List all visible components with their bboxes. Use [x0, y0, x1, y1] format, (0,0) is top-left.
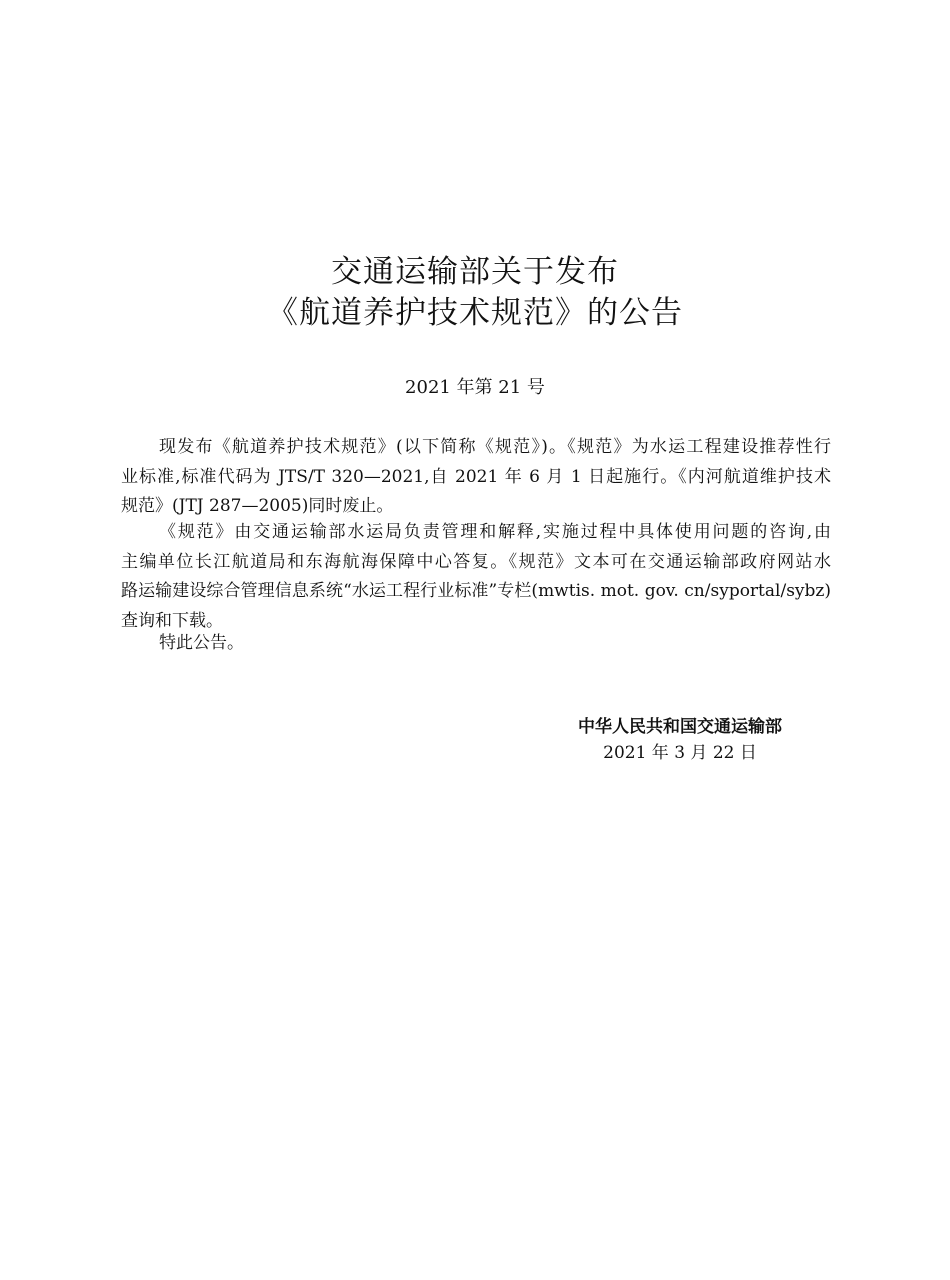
document-title-line-1: 交通运输部关于发布: [331, 254, 619, 290]
paragraph-2-line-4: 查询和下载。: [121, 610, 223, 631]
paragraph-2-line-1: 《规范》由交通运输部水运局负责管理和解释,实施过程中具体使用问题的咨询,由: [159, 522, 831, 542]
document-title-line-2: 《航道养护技术规范》的公告: [267, 295, 683, 331]
document-number: 2021 年第 21 号: [405, 377, 545, 398]
closing-statement: 特此公告。: [159, 633, 244, 653]
issue-date: 2021 年 3 月 22 日: [603, 743, 757, 763]
paragraph-1-line-2: 业标准,标准代码为 JTS/T 320—2021,自 2021 年 6 月 1 日起施行。《内河航道维护技术: [121, 466, 831, 487]
paragraph-3: [121, 629, 831, 659]
paragraph-2-line-3: 路运输建设综合管理信息系统“水运工程行业标准”专栏(mwtis. mot. gov. cn/syportal/sybz): [121, 581, 831, 601]
paragraph-2: [121, 518, 831, 636]
issuing-organization: 中华人民共和国交通运输部: [578, 717, 782, 737]
paragraph-1-line-1: 现发布《航道养护技术规范》(以下简称《规范》)。《规范》为水运工程建设推荐性行: [159, 437, 831, 457]
paragraph-1-line-3: 规范》(JTJ 287—2005)同时废止。: [121, 496, 394, 516]
paragraph-2-line-2: 主编单位长江航道局和东海航海保障中心答复。《规范》文本可在交通运输部政府网站水: [121, 551, 831, 572]
paragraph-1: [121, 433, 831, 522]
